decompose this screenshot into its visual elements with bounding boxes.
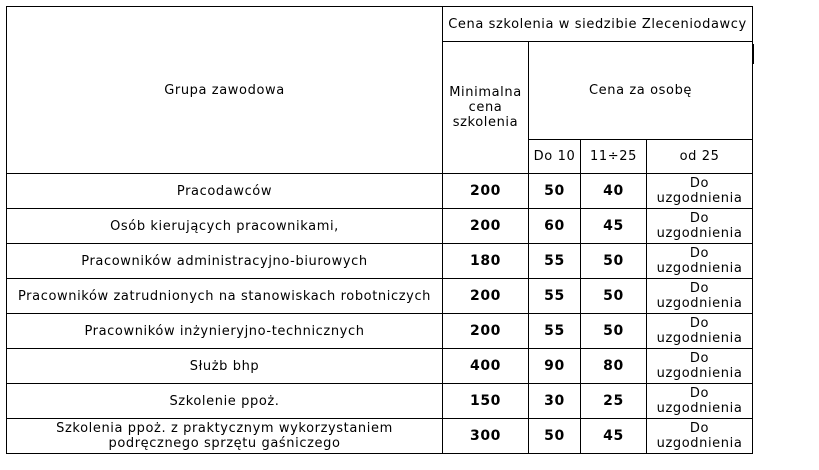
table-row: [7, 244, 753, 279]
tier-header-1: Do 10: [529, 140, 581, 174]
tier3-cell: Do uzgodnienia: [647, 244, 753, 279]
group-cell: Osób kierujących pracownikami,: [7, 209, 443, 244]
min-price-cell: 400: [443, 349, 529, 384]
group-cell: Szkolenie ppoż.: [7, 384, 443, 419]
group-cell: Pracodawców: [7, 174, 443, 209]
min-price-cell: 200: [443, 314, 529, 349]
min-price-cell: 180: [443, 244, 529, 279]
per-person-header: Cena za osobę: [529, 42, 753, 140]
min-price-header: Minimalna cena szkolenia: [443, 42, 529, 174]
tier2-cell: 40: [581, 174, 647, 209]
tier2-cell: 50: [581, 314, 647, 349]
tier2-cell: 80: [581, 349, 647, 384]
tier3-cell: Do uzgodnienia: [647, 349, 753, 384]
tier3-cell: Do uzgodnienia: [647, 384, 753, 419]
min-price-cell: 200: [443, 209, 529, 244]
min-price-cell: 300: [443, 419, 529, 454]
tier3-cell: Do uzgodnienia: [647, 279, 753, 314]
min-price-cell: 150: [443, 384, 529, 419]
tier1-cell: 50: [529, 419, 581, 454]
table-row: [7, 279, 753, 314]
header-row-1: [7, 7, 753, 42]
group-header: Grupa zawodowa: [7, 7, 443, 174]
table-row: [7, 314, 753, 349]
tier1-cell: 90: [529, 349, 581, 384]
tier1-cell: 55: [529, 244, 581, 279]
table-row: [7, 209, 753, 244]
tier2-cell: 45: [581, 209, 647, 244]
group-cell: Pracowników zatrudnionych na stanowiskach robotniczych: [7, 279, 443, 314]
price-at-client-header: Cena szkolenia w siedzibie Zleceniodawcy: [443, 7, 753, 42]
price-table: [6, 6, 753, 454]
tier2-cell: 25: [581, 384, 647, 419]
right-edge-marker: [752, 44, 754, 64]
group-cell: Służb bhp: [7, 349, 443, 384]
tier1-cell: 50: [529, 174, 581, 209]
tier-header-2: 11÷25: [581, 140, 647, 174]
table-row: [7, 349, 753, 384]
group-cell: Szkolenia ppoż. z praktycznym wykorzystaniem podręcznego sprzętu gaśniczego: [7, 419, 443, 454]
min-price-cell: 200: [443, 174, 529, 209]
tier3-cell: Do uzgodnienia: [647, 209, 753, 244]
table-row: [7, 419, 753, 454]
tier-header-3: od 25: [647, 140, 753, 174]
table-row: [7, 384, 753, 419]
table-row: [7, 174, 753, 209]
group-cell: Pracowników inżynieryjno-technicznych: [7, 314, 443, 349]
group-cell: Pracowników administracyjno-biurowych: [7, 244, 443, 279]
tier1-cell: 60: [529, 209, 581, 244]
tier3-cell: Do uzgodnienia: [647, 314, 753, 349]
tier2-cell: 50: [581, 244, 647, 279]
min-price-cell: 200: [443, 279, 529, 314]
tier1-cell: 30: [529, 384, 581, 419]
tier2-cell: 50: [581, 279, 647, 314]
tier1-cell: 55: [529, 314, 581, 349]
tier1-cell: 55: [529, 279, 581, 314]
tier3-cell: Do uzgodnienia: [647, 419, 753, 454]
tier3-cell: Do uzgodnienia: [647, 174, 753, 209]
tier2-cell: 45: [581, 419, 647, 454]
